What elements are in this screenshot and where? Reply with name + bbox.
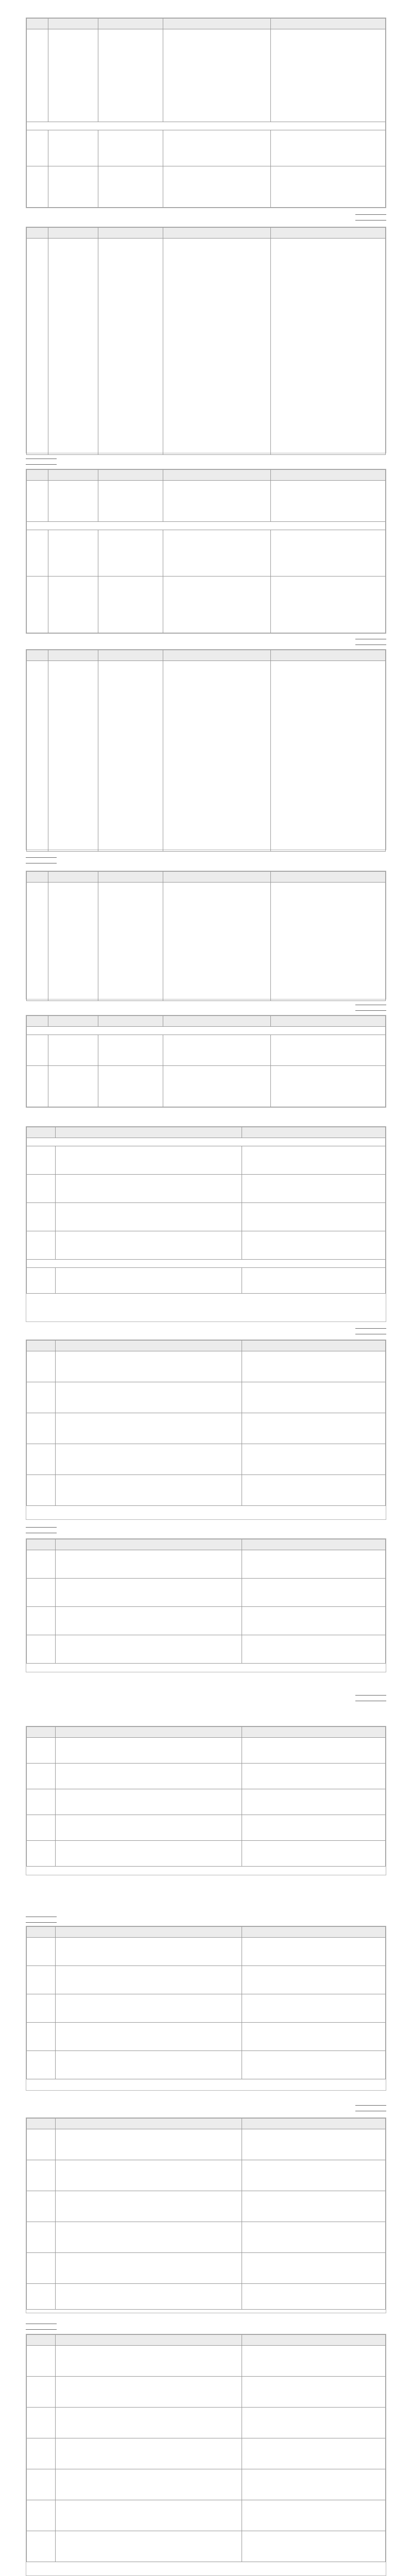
page-number [26, 857, 57, 863]
table-row [27, 2222, 386, 2253]
table-row [27, 661, 386, 852]
table-row [27, 1550, 386, 1579]
section-row [27, 1138, 386, 1146]
page-13 [26, 2334, 386, 2576]
table-row [27, 1738, 386, 1764]
table-row [27, 2500, 386, 2531]
section-row [27, 1027, 386, 1035]
table-row [27, 2191, 386, 2222]
table-header [27, 19, 386, 29]
table-row [27, 29, 386, 122]
page-number [355, 1328, 386, 1334]
page-1 [26, 18, 386, 208]
table-row [27, 1231, 386, 1260]
table-row [27, 1966, 386, 1994]
table-row [27, 1841, 386, 1867]
table-row [27, 2129, 386, 2160]
page-7 [26, 1126, 386, 1322]
table-row [27, 1764, 386, 1789]
table-row [27, 130, 386, 166]
page-number [26, 459, 57, 465]
table-row [27, 2253, 386, 2284]
table-header [27, 1927, 386, 1938]
page-number [355, 1695, 386, 1701]
page-12 [26, 2117, 386, 2313]
table-row [27, 1579, 386, 1607]
page-10 [26, 1726, 386, 1875]
table-row [27, 2284, 386, 2310]
table-row [27, 1635, 386, 1664]
page-number [26, 1527, 57, 1533]
table [26, 1340, 386, 1506]
table-header [27, 1727, 386, 1738]
table-row [27, 2051, 386, 2079]
page-number [355, 214, 386, 221]
table-row [27, 1268, 386, 1294]
page-number [355, 2105, 386, 2111]
table-header [27, 1539, 386, 1550]
table [26, 871, 386, 1001]
table-row [27, 2469, 386, 2500]
table-row [27, 1203, 386, 1231]
table [26, 1926, 386, 2079]
table-header [27, 2335, 386, 2346]
table-header [27, 1341, 386, 1351]
page-4 [26, 649, 386, 850]
page-number [26, 1917, 57, 1923]
table [26, 1726, 386, 1867]
table [26, 2334, 386, 2562]
table-row [27, 1815, 386, 1841]
document-title [77, 1107, 335, 1122]
page-number [26, 2324, 57, 2330]
table-header [27, 1016, 386, 1027]
table-row [27, 1475, 386, 1506]
table-header [27, 470, 386, 481]
table-row [27, 1035, 386, 1066]
table-row [27, 481, 386, 522]
table [26, 1127, 386, 1294]
table-row [27, 1175, 386, 1203]
page-number [355, 1005, 386, 1011]
table-row [27, 1994, 386, 2023]
table-row [27, 166, 386, 208]
table-row [27, 2377, 386, 2408]
table-row [27, 883, 386, 1001]
section-row [27, 122, 386, 130]
table-header [27, 228, 386, 239]
table [26, 1015, 386, 1107]
table-row [27, 2023, 386, 2051]
table-row [27, 2160, 386, 2191]
table [26, 18, 386, 208]
page-9 [26, 1538, 386, 1672]
section-row [27, 522, 386, 530]
section-row [27, 1260, 386, 1268]
page-number [355, 639, 386, 645]
page-3 [26, 469, 386, 634]
table-row [27, 1938, 386, 1966]
table-row [27, 1789, 386, 1815]
table [26, 2118, 386, 2310]
table-row [27, 1607, 386, 1635]
table-header [27, 2119, 386, 2129]
page-2 [26, 227, 386, 453]
table [26, 469, 386, 633]
table-row [27, 2346, 386, 2377]
table-row [27, 2531, 386, 2562]
table-row [27, 530, 386, 577]
table-row [27, 1413, 386, 1444]
page-8 [26, 1340, 386, 1520]
page-5 [26, 871, 386, 999]
table-row [27, 1444, 386, 1475]
page-6 [26, 1015, 386, 1108]
table-row [27, 1066, 386, 1107]
table [26, 227, 386, 455]
table [26, 1539, 386, 1664]
page-11 [26, 1926, 386, 2091]
table [26, 650, 386, 852]
table-row [27, 1146, 386, 1175]
table-header [27, 650, 386, 661]
table-row [27, 577, 386, 633]
table-row [27, 1382, 386, 1413]
table-row [27, 2438, 386, 2469]
table-header [27, 1127, 386, 1138]
table-row [27, 2408, 386, 2438]
table-header [27, 872, 386, 883]
table-row [27, 1351, 386, 1382]
table-row [27, 239, 386, 455]
